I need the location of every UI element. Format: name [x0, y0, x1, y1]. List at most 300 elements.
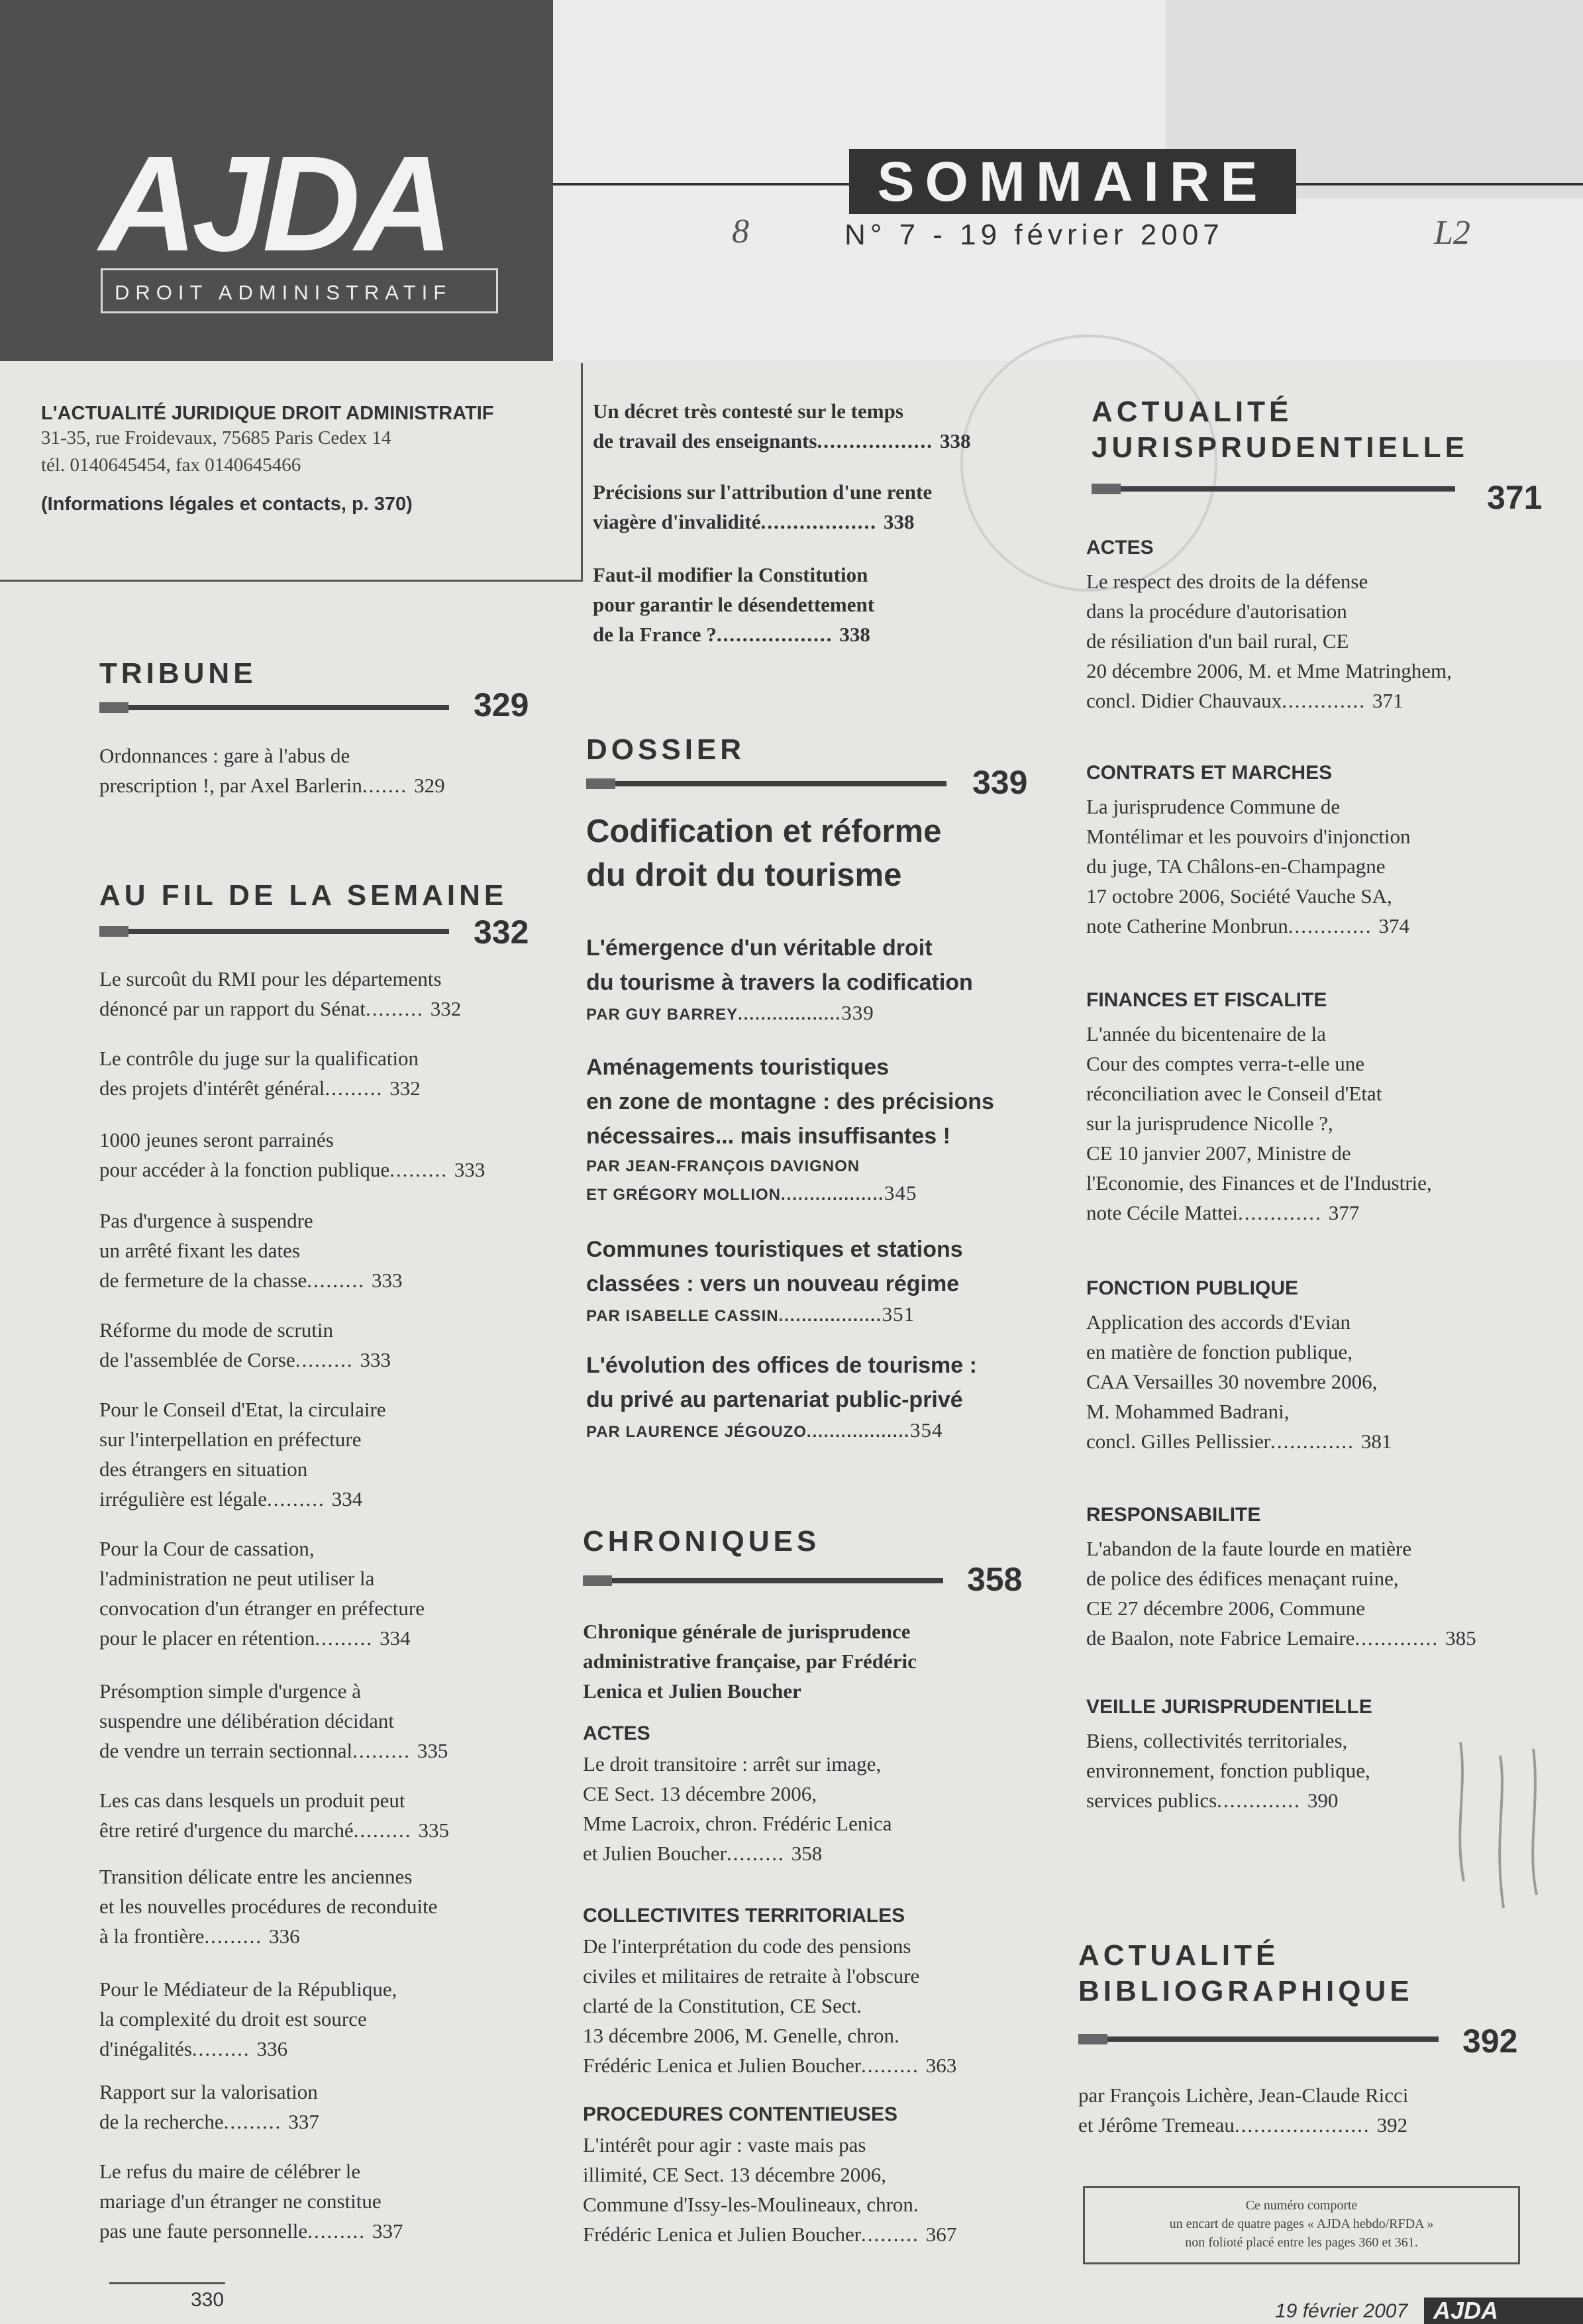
entry-line: pour le placer en rétention [99, 1626, 315, 1650]
entry-line-row [99, 2186, 536, 2216]
publisher-name: L'ACTUALITÉ JURIDIQUE DROIT ADMINISTRATIF [41, 403, 494, 424]
entry-line-row [99, 1676, 536, 1706]
entry-line-row [99, 2156, 536, 2186]
entry-line-row [1086, 1367, 1537, 1397]
entry-line: Pas d'urgence à suspendre [99, 1209, 313, 1232]
dot-leader: .................. [738, 1006, 842, 1024]
semaine-entry[interactable] [99, 2156, 536, 2246]
entry-line-row [1086, 1563, 1537, 1593]
entry-line: et Julien Boucher [583, 1842, 727, 1865]
entry-line: L'intérêt pour agir : vaste mais pas [583, 2133, 866, 2156]
entry-line-row [1086, 1337, 1537, 1367]
dot-leader: ............. [1237, 1201, 1322, 1224]
chronique-entry[interactable] [583, 1931, 1020, 2080]
entry-line: Rapport sur la valorisation [99, 2080, 318, 2103]
entry-line: Mme Lacroix, chron. Frédéric Lenica [583, 1812, 892, 1835]
dot-leader: ......... [267, 1487, 325, 1510]
entry-page: 338 [883, 510, 915, 533]
brief-entry[interactable] [593, 477, 1030, 537]
entry-line-row [583, 1991, 1020, 2021]
entry-line: CE 10 janvier 2007, Ministre de [1086, 1141, 1351, 1165]
dot-leader: ......... [204, 1925, 263, 1948]
entry-line: note Cécile Mattei [1086, 1201, 1238, 1224]
entry-line: de police des édifices menaçant ruine, [1086, 1567, 1399, 1590]
dossier-author: PAR ISABELLE CASSIN [586, 1307, 779, 1325]
entry-line-row [1086, 1168, 1537, 1198]
entry-line-row [99, 1073, 536, 1103]
entry-line: dénoncé par un rapport du Sénat [99, 997, 366, 1020]
entry-line: Commune d'Issy-les-Moulineaux, chron. [583, 2193, 919, 2216]
entry-line: Chronique générale de jurisprudence [583, 1620, 911, 1643]
entry-line-row [99, 1236, 536, 1265]
entry-line: Le droit transitoire : arrêt sur image, [583, 1752, 882, 1775]
entry-page: 358 [791, 1842, 823, 1865]
jurisprudence-subhead: RESPONSABILITE [1086, 1504, 1261, 1526]
biblio-title [1078, 1938, 1413, 2009]
chroniques-subhead: ACTES [583, 1722, 650, 1744]
semaine-entry[interactable] [99, 1395, 536, 1514]
entry-line: réconciliation avec le Conseil d'Etat [1086, 1082, 1382, 1105]
dot-leader: .................. [778, 1307, 882, 1325]
entry-page: 334 [380, 1626, 411, 1650]
dot-leader: .................. [781, 1186, 885, 1204]
entry-page: 337 [372, 2219, 403, 2243]
entry-line-row [1086, 1426, 1537, 1456]
jurisprudence-subhead: ACTES [1086, 537, 1154, 558]
entry-line-row [1086, 1623, 1537, 1653]
dossier-entry-line: nécessaires... mais insuffisantes ! [586, 1124, 950, 1149]
entry-page: 333 [454, 1158, 485, 1181]
entry-line: civiles et militaires de retraite à l'obscure [583, 1964, 920, 1987]
entry-page: 333 [372, 1269, 403, 1292]
entry-line-row [99, 2107, 536, 2137]
entry-line: et Jérôme Tremeau [1078, 2113, 1235, 2137]
jurisprudence-entry[interactable] [1086, 566, 1537, 715]
brief-entry[interactable] [593, 560, 1030, 649]
entry-line-row [99, 2077, 536, 2107]
entry-line: CE Sect. 13 décembre 2006, [583, 1782, 817, 1805]
entry-line: sur la jurisprudence Nicolle ?, [1086, 1112, 1333, 1135]
chroniques-page: 358 [967, 1561, 1023, 1598]
entry-line: Lenica et Julien Boucher [583, 1679, 801, 1703]
footer-rule [109, 2282, 225, 2284]
entry-line-row [1086, 596, 1537, 626]
section-title-line: BIBLIOGRAPHIQUE [1078, 1974, 1413, 2007]
dot-leader: ......... [307, 2219, 366, 2243]
entry-line-row [1086, 821, 1537, 851]
entry-line: des étrangers en situation [99, 1457, 308, 1481]
entry-page: 385 [1445, 1626, 1476, 1650]
dot-leader: ....... [362, 774, 408, 797]
entry-line: en matière de fonction publique, [1086, 1340, 1353, 1363]
dot-leader: ............. [1282, 689, 1366, 712]
semaine-entry[interactable] [99, 1974, 536, 2064]
entry-line: Cour des comptes verra-t-elle une [1086, 1052, 1365, 1075]
insert-note-line: non folioté placé entre les pages 360 et 361. [1185, 2235, 1418, 2250]
dossier-entry-line: du privé au partenariat public-privé [586, 1387, 963, 1412]
entry-line-row [99, 1891, 536, 1921]
entry-line-row [99, 1155, 536, 1185]
dossier-author-row [586, 1000, 1030, 1028]
entry-line: pour accéder à la fonction publique [99, 1158, 390, 1181]
journal-logo: AJDA [99, 128, 448, 280]
entry-line: Ordonnances : gare à l'abus de [99, 744, 350, 767]
dossier-title: DOSSIER [586, 733, 746, 766]
entry-line-row [99, 1785, 536, 1815]
entry-page: 392 [1376, 2113, 1408, 2137]
entry-line: Un décret très contesté sur le temps [593, 399, 903, 423]
entry-line: CE 27 décembre 2006, Commune [1086, 1597, 1365, 1620]
biblio-rule [1107, 2036, 1439, 2042]
jurisprudence-entry[interactable] [1086, 1534, 1537, 1653]
entry-line: de travail des enseignants [593, 429, 817, 452]
entry-page: 335 [417, 1739, 448, 1762]
entry-line-row [593, 590, 1030, 619]
entry-line: et les nouvelles procédures de reconduite [99, 1895, 438, 1918]
dossier-heading [586, 810, 941, 897]
entry-line-row [1086, 1593, 1537, 1623]
chroniques-title: CHRONIQUES [583, 1525, 821, 1558]
entry-line-row [99, 1484, 536, 1514]
entry-line-row [583, 2130, 1020, 2160]
entry-line-row [593, 477, 1030, 507]
dot-leader: ............. [1270, 1430, 1354, 1453]
entry-line: M. Mohammed Badrani, [1086, 1400, 1290, 1423]
entry-line: par François Lichère, Jean-Claude Ricci [1078, 2084, 1409, 2107]
entry-line: de la recherche [99, 2110, 224, 2133]
entry-line: Pour le Conseil d'Etat, la circulaire [99, 1398, 386, 1421]
entry-line-row [99, 1706, 536, 1736]
entry-line-row [99, 1623, 536, 1653]
entry-line: Les cas dans lesquels un produit peut [99, 1789, 405, 1812]
entry-page: 351 [882, 1302, 915, 1326]
section-title-line: ACTUALITÉ [1078, 1939, 1280, 1972]
entry-line-row [99, 994, 536, 1024]
semaine-entry[interactable] [99, 1315, 536, 1375]
chroniques-rule-block [583, 1575, 612, 1586]
dot-leader: ......... [295, 1348, 354, 1371]
entry-line: concl. Didier Chauvaux [1086, 689, 1282, 712]
entry-line: environnement, fonction publique, [1086, 1759, 1370, 1782]
entry-page: 363 [925, 2054, 957, 2077]
entry-line-row [99, 2034, 536, 2064]
entry-page: 338 [839, 623, 870, 646]
entry-line: Biens, collectivités territoriales, [1086, 1729, 1348, 1752]
entry-line: Présomption simple d'urgence à [99, 1679, 362, 1703]
dot-leader: ......... [325, 1077, 383, 1100]
entry-page: 390 [1307, 1789, 1339, 1812]
entry-line: 20 décembre 2006, M. et Mme Matringhem, [1086, 659, 1452, 682]
entry-line: de vendre un terrain sectionnal [99, 1739, 353, 1762]
entry-line: de l'assemblée de Corse [99, 1348, 295, 1371]
dot-leader: ......... [353, 1819, 412, 1842]
entry-page: 377 [1328, 1201, 1360, 1224]
dossier-rule-block [586, 778, 615, 789]
entry-line-row [1086, 1019, 1537, 1049]
entry-line-row [99, 1593, 536, 1623]
entry-line-row [1086, 1307, 1537, 1337]
dot-leader: ......... [315, 1626, 374, 1650]
dot-leader: ......... [223, 2110, 282, 2133]
chroniques-rule [612, 1578, 943, 1583]
dossier-entry-line: classées : vers un nouveau régime [586, 1271, 960, 1296]
entry-page: 335 [418, 1819, 449, 1842]
entry-line: administrative française, par Frédéric [583, 1650, 917, 1673]
entry-line: mariage d'un étranger ne constitue [99, 2190, 382, 2213]
entry-page: 332 [389, 1077, 421, 1100]
entry-line: l'Economie, des Finances et de l'Industrie, [1086, 1171, 1432, 1194]
entry-line-row [99, 1395, 536, 1424]
dot-leader: .................. [716, 623, 833, 646]
entry-line: Le surcoût du RMI pour les départements [99, 967, 442, 990]
dossier-entry[interactable] [586, 1348, 1030, 1446]
tribune-page: 329 [474, 686, 529, 723]
entry-line-row [99, 1345, 536, 1375]
handwritten-note-right: L2 [1434, 214, 1470, 252]
entry-line-row [1086, 1049, 1537, 1079]
entry-line-row [1086, 851, 1537, 881]
semaine-rule [128, 929, 449, 934]
semaine-title: AU FIL DE LA SEMAINE [99, 879, 508, 912]
semaine-entry[interactable] [99, 1785, 536, 1845]
dossier-entry[interactable] [586, 1232, 1030, 1330]
semaine-entry[interactable] [99, 1125, 536, 1185]
entry-line-row [1086, 1108, 1537, 1138]
entry-line: clarté de la Constitution, CE Sect. [583, 1994, 862, 2017]
publisher-info: (Informations légales et contacts, p. 370) [41, 494, 413, 515]
dossier-author: PAR GUY BARREY [586, 1006, 739, 1024]
entry-line: de résiliation d'un bail rural, CE [1086, 629, 1349, 653]
dossier-heading-line: Codification et réforme [586, 814, 942, 849]
entry-page: 332 [430, 997, 462, 1020]
entry-line-row [1086, 1397, 1537, 1426]
entry-page: 354 [909, 1418, 943, 1442]
entry-page: 337 [288, 2110, 319, 2133]
page-number: 330 [191, 2289, 225, 2311]
jurisprudence-subhead: FINANCES ET FISCALITE [1086, 989, 1327, 1011]
entry-line-row [1086, 626, 1537, 656]
entry-page: 329 [414, 774, 445, 797]
jurisprudence-entry[interactable] [1086, 1019, 1537, 1228]
entry-line: concl. Gilles Pellissier [1086, 1430, 1271, 1453]
semaine-entry[interactable] [99, 1534, 536, 1653]
entry-line: L'abandon de la faute lourde en matière [1086, 1537, 1412, 1560]
entry-line: prescription !, par Axel Barlerin [99, 774, 362, 797]
dot-leader: ......... [307, 1269, 366, 1292]
dossier-entry[interactable] [586, 931, 1030, 1028]
dot-leader: ............. [1217, 1789, 1301, 1812]
entry-line-row [99, 1974, 536, 2004]
semaine-entry[interactable] [99, 1043, 536, 1103]
semaine-entry[interactable] [99, 2077, 536, 2137]
dot-leader: ......... [191, 2037, 250, 2060]
entry-line-row [593, 426, 1030, 456]
entry-line: pas une faute personnelle [99, 2219, 308, 2243]
jurisprudence-subhead: CONTRATS ET MARCHES [1086, 762, 1333, 784]
entry-line-row [583, 1931, 1020, 1961]
dossier-author: PAR LAURENCE JÉGOUZO [586, 1423, 807, 1441]
entry-line-row [583, 2021, 1020, 2050]
entry-line-row [583, 1961, 1020, 1991]
dot-leader: ............. [1288, 914, 1372, 937]
footer-date: 19 février 2007 [1275, 2300, 1408, 2322]
entry-line: L'année du bicentenaire de la [1086, 1022, 1326, 1045]
entry-line-row [1086, 566, 1537, 596]
insert-note-line: un encart de quatre pages « AJDA hebdo/RFDA » [1169, 2217, 1434, 2231]
entry-line: Application des accords d'Evian [1086, 1310, 1351, 1334]
entry-line: de Baalon, note Fabrice Lemaire [1086, 1626, 1355, 1650]
tribune-entry[interactable] [99, 741, 536, 800]
entry-line-row [1086, 911, 1537, 941]
dot-leader: ............. [1354, 1626, 1439, 1650]
entry-line-row [99, 1815, 536, 1845]
entry-line-row [99, 1454, 536, 1484]
jurisprudence-rule [1121, 486, 1455, 492]
dossier-author-row [586, 1153, 1030, 1180]
semaine-entry[interactable] [99, 1676, 536, 1766]
entry-page: 336 [256, 2037, 288, 2060]
handwritten-note-left: 8 [732, 213, 749, 250]
entry-line-row [593, 396, 1030, 426]
semaine-entry[interactable] [99, 964, 536, 1024]
biblio-rule-block [1078, 2034, 1107, 2044]
entry-line: Montélimar et les pouvoirs d'injonction [1086, 825, 1411, 848]
entry-line: irrégulière est légale [99, 1487, 268, 1510]
entry-line: note Catherine Monbrun [1086, 914, 1288, 937]
entry-line-row [99, 1043, 536, 1073]
entry-line-row [99, 1736, 536, 1766]
entry-page: 333 [360, 1348, 391, 1371]
entry-page: 338 [939, 429, 971, 452]
semaine-rule-block [99, 926, 128, 937]
dossier-entry-line: L'évolution des offices de tourisme : [586, 1353, 977, 1378]
jurisprudence-entry[interactable] [1086, 1307, 1537, 1456]
jurisprudence-entry[interactable] [1086, 792, 1537, 941]
semaine-entry[interactable] [99, 1862, 536, 1951]
entry-line-row [99, 1125, 536, 1155]
brief-entry[interactable] [593, 396, 1030, 456]
chronique-entry[interactable] [583, 1749, 1020, 1868]
entry-page: 345 [884, 1181, 917, 1204]
logo-block [0, 0, 553, 361]
publisher-address: 31-35, rue Froidevaux, 75685 Paris Cedex 14 [41, 427, 391, 449]
entry-line: Le contrôle du juge sur la qualification [99, 1047, 419, 1070]
entry-line-row [583, 1838, 1020, 1868]
entry-line: Pour la Cour de cassation, [99, 1537, 315, 1560]
dossier-entry-line: du tourisme à travers la codification [586, 970, 973, 995]
entry-line-row [583, 2050, 1020, 2080]
entry-line-row [1086, 686, 1537, 715]
dossier-entry[interactable] [586, 1050, 1030, 1208]
entry-line-row [99, 1206, 536, 1236]
chronique-entry[interactable] [583, 2130, 1020, 2249]
chroniques-intro[interactable] [583, 1616, 1020, 1706]
entry-line-row [583, 2160, 1020, 2190]
dot-leader: ......... [389, 1158, 448, 1181]
dot-leader: .................. [817, 429, 933, 452]
entry-line: Pour le Médiateur de la République, [99, 1978, 397, 2001]
dot-leader: ......... [861, 2223, 919, 2246]
dot-leader: .................. [760, 510, 877, 533]
entry-line: à la frontière [99, 1925, 205, 1948]
entry-page: 374 [1378, 914, 1410, 937]
entry-line-row [99, 2004, 536, 2034]
entry-line: viagère d'invalidité [593, 510, 761, 533]
entry-page: 381 [1360, 1430, 1392, 1453]
jurisprudence-rule-block [1092, 484, 1121, 494]
entry-line-row [583, 1749, 1020, 1779]
dossier-author-row [586, 1417, 1030, 1446]
entry-line-row [99, 1563, 536, 1593]
jurisprudence-title [1092, 394, 1468, 465]
dossier-author-row [586, 1180, 1030, 1208]
biblio-page: 392 [1462, 2023, 1518, 2060]
entry-line: Frédéric Lenica et Julien Boucher [583, 2054, 862, 2077]
entry-line: 1000 jeunes seront parrainés [99, 1128, 334, 1151]
insert-note-line: Ce numéro comporte [1245, 2198, 1358, 2213]
entry-line: 13 décembre 2006, M. Genelle, chron. [583, 2024, 899, 2047]
entry-page: 339 [841, 1001, 874, 1024]
dot-leader: .................. [806, 1423, 910, 1441]
dossier-entry-line: en zone de montagne : des précisions [586, 1089, 994, 1114]
footer-logo: AJDA [1424, 2298, 1583, 2324]
entry-line: dans la procédure d'autorisation [1086, 600, 1347, 623]
dossier-entry-line: Aménagements touristiques [586, 1055, 890, 1080]
entry-line: d'inégalités [99, 2037, 192, 2060]
entry-line-row [1086, 656, 1537, 686]
jurisprudence-page: 371 [1487, 479, 1543, 516]
entry-line: Réforme du mode de scrutin [99, 1318, 333, 1342]
entry-line-row [1086, 881, 1537, 911]
dossier-entry-line: L'émergence d'un véritable droit [586, 935, 933, 961]
entry-line: de la France ? [593, 623, 717, 646]
tribune-rule [128, 705, 449, 710]
entry-line: être retiré d'urgence du marché [99, 1819, 354, 1842]
dossier-author: PAR JEAN-FRANÇOIS DAVIGNON [586, 1157, 860, 1175]
entry-line-row [99, 1315, 536, 1345]
dot-leader: ......... [352, 1739, 411, 1762]
dossier-page: 339 [972, 764, 1028, 801]
semaine-entry[interactable] [99, 1206, 536, 1295]
entry-line-row [99, 964, 536, 994]
dossier-author: ET GRÉGORY MOLLION [586, 1186, 782, 1204]
entry-line: suspendre une délibération décidant [99, 1709, 395, 1732]
entry-line: Le refus du maire de célébrer le [99, 2160, 361, 2183]
tribune-rule-block [99, 702, 128, 713]
journal-subtitle: DROIT ADMINISTRATIF [101, 268, 498, 313]
biblio-entry[interactable] [1078, 2080, 1542, 2140]
entry-line: CAA Versailles 30 novembre 2006, [1086, 1370, 1378, 1393]
dossier-rule [615, 781, 946, 786]
entry-line: l'administration ne peut utiliser la [99, 1567, 375, 1590]
tribune-title: TRIBUNE [99, 657, 257, 690]
dossier-author-row [586, 1301, 1030, 1330]
issue-line: N° 7 - 19 février 2007 [844, 219, 1224, 251]
entry-line-row [1086, 1079, 1537, 1108]
entry-line: La jurisprudence Commune de [1086, 795, 1341, 818]
entry-line: de fermeture de la chasse [99, 1269, 307, 1292]
section-title-line: JURISPRUDENTIELLE [1092, 431, 1468, 464]
entry-line: Frédéric Lenica et Julien Boucher [583, 2223, 862, 2246]
entry-line: la complexité du droit est source [99, 2007, 367, 2031]
entry-line: sur l'interpellation en préfecture [99, 1428, 362, 1451]
jurisprudence-subhead: FONCTION PUBLIQUE [1086, 1277, 1298, 1299]
entry-line-row [1086, 1198, 1537, 1228]
dot-leader: ..................... [1234, 2113, 1370, 2137]
entry-page: 334 [331, 1487, 363, 1510]
chroniques-subhead: PROCEDURES CONTENTIEUSES [583, 2103, 898, 2125]
entry-line-row [99, 1862, 536, 1891]
